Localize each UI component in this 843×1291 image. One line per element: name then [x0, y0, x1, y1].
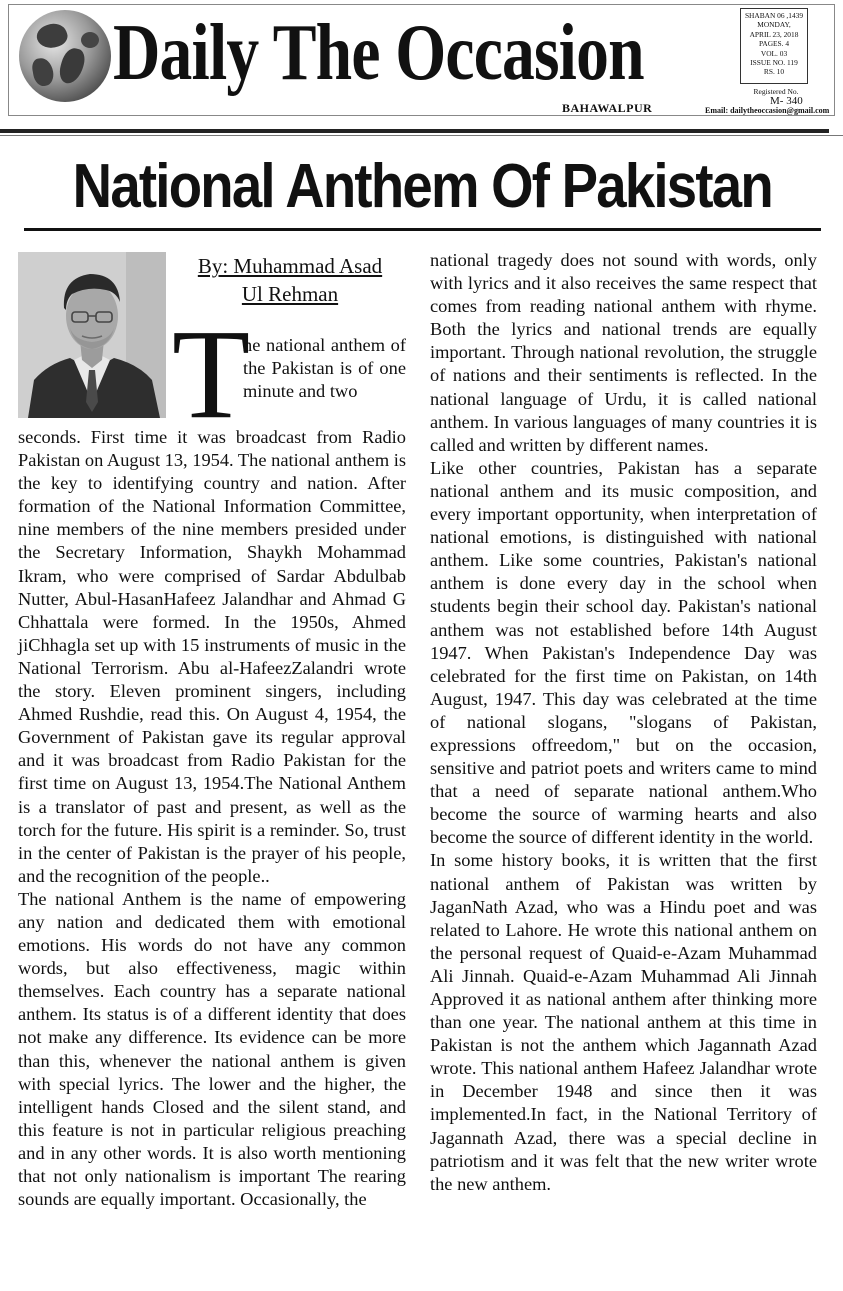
info-price: RS. 10: [763, 67, 785, 77]
byline-line-2: Ul Rehman: [241, 282, 339, 306]
city-label: BAHAWALPUR: [562, 101, 653, 115]
newspaper-name: Daily The Occasion: [113, 9, 644, 97]
masthead: [8, 4, 835, 116]
left-column: [18, 426, 406, 1211]
info-weekday: MONDAY,: [757, 20, 791, 30]
info-date: APRIL 23, 2018: [749, 29, 799, 39]
paragraph: national tragedy does not sound with words, only with lyrics and it also receives the same respect that comes from reading national anthem with rhyme. Both the lyrics and national trends are equally important. Through national revolution, the struggle of nations and their sentiments is reflected. In the national language of Urdu, it is called national anthem. In various languages of many countries it is called and written by different names.: [430, 250, 817, 455]
headline-underline: [24, 228, 821, 231]
paragraph: In some history books, it is written that the first national anthem of Pakistan was written by JaganNath Azad, who was a Hindu poet and was related to Lahore. He wrote this national anthem on the personal request of Quaid-e-Azam Muhammad Ali Jinnah. Quaid-e-Azam Muhammad Ali Jinnah Approved it as national anthem after thinking more than one year. The national anthem at this time in Pakistan is not the anthem which Jagannath Azad wrote. This national anthem Hafeez Jalandhar wrote in December 1948 and since then it was implemented.In fact, in the National Territory of Jagannath Azad, there was a special decline in patriotism and it was felt that the new writer wrote the new anthem.: [430, 850, 817, 1194]
paragraph: The national Anthem is the name of empowering any nation and dedicated them with emotional emotions. His words do not have any common words, but also effectiveness, magic within themselves. Each country has a separate national anthem. Its status is of a different identity that does not make any difference. Its evidence can be more than this, whenever the national anthem is given with special lyrics. The lower and the higher, the intelligent hands Closed and the silent stand, and this feature is not in particular religious preaching and in any other words. It is also worth mentioning that not only nationalism is important The rearing sounds are equally important. Occasionally, the: [18, 888, 406, 1210]
registered-label: Registered No.: [753, 87, 799, 96]
right-column: [430, 249, 817, 1196]
article-headline: National Anthem Of Pakistan: [72, 152, 772, 221]
globe-logo-icon: [19, 10, 111, 102]
info-pages: PAGES. 4: [758, 39, 790, 49]
author-photo: [18, 252, 166, 418]
masthead-thin-rule: [0, 135, 843, 136]
registered-number: M- 340: [770, 95, 803, 107]
masthead-rule: [0, 129, 829, 133]
contact-email: Email: dailytheoccasion@gmail.com: [705, 106, 830, 115]
drop-cap: T: [172, 303, 251, 445]
info-volume: VOL. 03: [760, 48, 788, 58]
info-date-hijri: SHABAN 06 ,1439: [744, 11, 804, 20]
author-byline: [172, 252, 408, 308]
paragraph: seconds. First time it was broadcast from Radio Pakistan on August 13, 1954. The national anthem is the key to identifying country and nation. After formation of the National Information Committee, nine members of the nine members presided under the Secretary Information, Shaykh Mohammad Ikram, who were comprised of Sardar Abdulbab Nutter, Abul-HasanHafeez Jalandhar and Ahmad G Chhattala were formed. In the 1950s, Ahmed jiChhagla set up with 15 instruments of music in the National Terrorism. Abu al-HafeezZalandri wrote the story. Eleven prominent singers, including Ahmed Rushdie, read this. On August 4, 1954, the Government of Pakistan gave its regular approval and it was broadcast from Radio Pakistan for the first time on August 13, 1954.The National Anthem is a translator of past and present, as well as the torch for the future. His spirit is a reminder. So, trust in the center of Pakistan is the prayer of his people, and the recognition of the people..: [18, 427, 406, 886]
opening-text: he national anthem of the Pakistan is of one minute and two: [243, 335, 406, 402]
info-issue: ISSUE NO. 119: [750, 58, 798, 68]
byline-line-1: By: Muhammad Asad: [197, 254, 383, 278]
paragraph: Like other countries, Pakistan has a separate national anthem and its music composition, and every important opportunity, when interpretation of national emotions, is distinguished with national anthem. Like some countries, Pakistan's national anthem is done every day in the school when students begin their school day. Pakistan's national anthem was not established before 14th August 1947. When Pakistan's Independence Day was celebrated for the first time on Pakistan, on 14th August, 1947. This day was celebrated at the time of national slogans, "slogans of Pakistan, expressions offreedom," but on the occasion, sensitive and patriot poets and writers came to mind that a need of separate national anthem.Who become the source of warming hearts and also become the source of different identity in the world.: [430, 457, 817, 848]
issue-info-box: [740, 8, 808, 84]
